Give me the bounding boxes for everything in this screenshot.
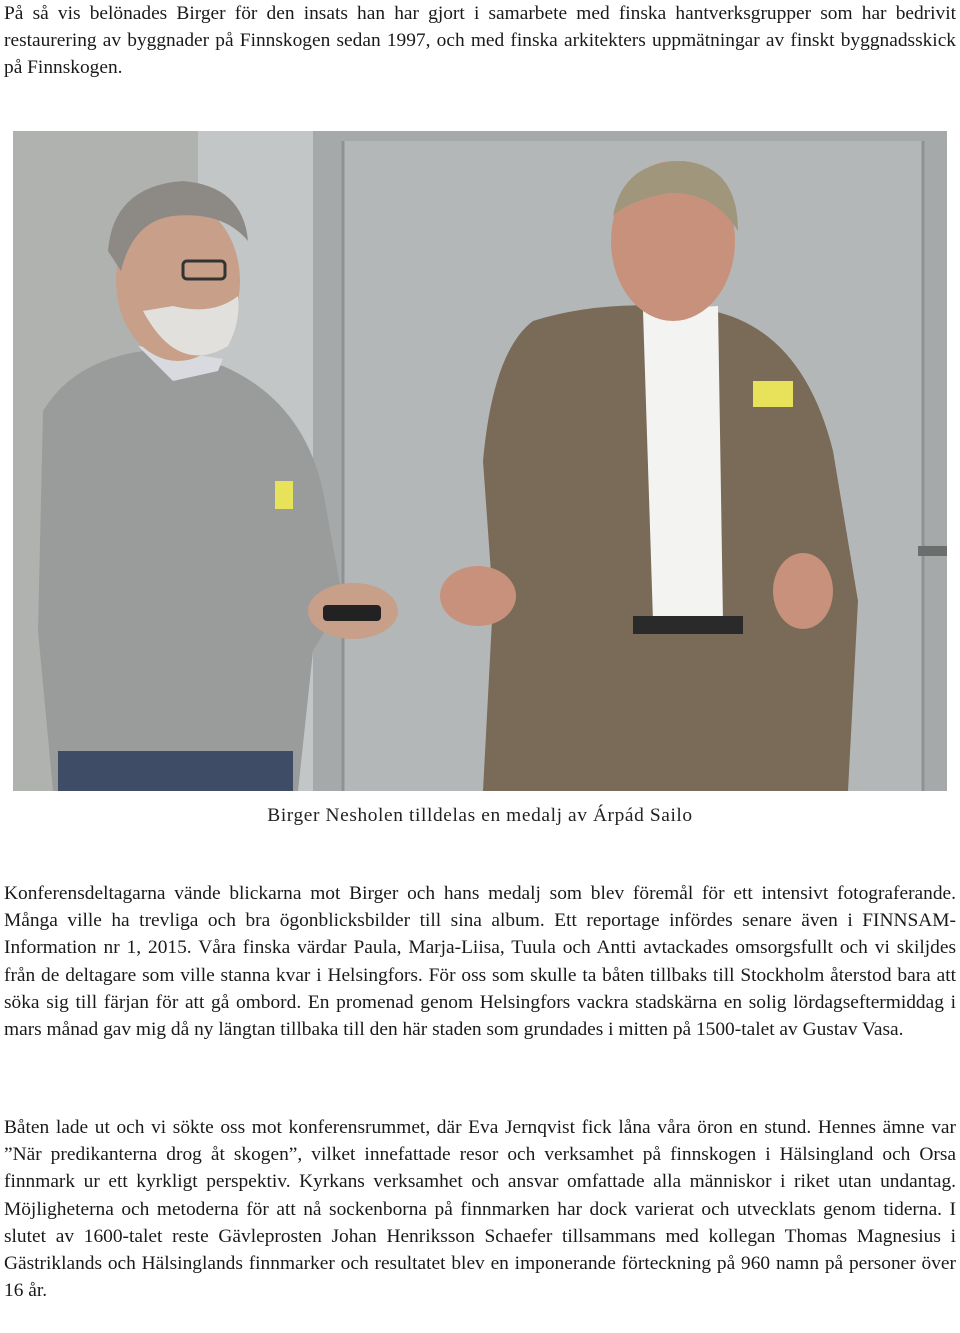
photo-left-man-badge — [275, 481, 293, 509]
intro-paragraph: På så vis belönades Birger för den insats han har gjort i samarbete med finska hantverksgrupper som har bedrivit restaurering av byggnader på Finnskogen sedan 1997, och med finska arkitekters uppmätningar av finskt byggnadsskick på Finnskogen. — [4, 3, 956, 79]
photo-medal-case — [323, 605, 381, 621]
photo-medal-ceremony — [13, 131, 947, 791]
body-paragraph-1: Konferensdeltagarna vände blickarna mot Birger och hans medalj som blev föremål för ett intensivt fotograferande. Många ville ha trevliga och bra ögonblicksbilder till sina album. Ett reportage infördes senare även i FINNSAM-Information nr 1, 2015. Våra finska värdar Paula, Marja-Liisa, Tuula och Antti avtackades omsorgsfullt och vi skiljdes från de deltagare som ville stanna kvar i Helsingfors. För oss som skulle ta båten tillbaks till Stockholm återstod bara att söka sig till färjan för att gå ombord. En promenad genom Helsingfors vackra stadskärna en solig lördagseftermiddag i mars månad gav mig då ny längtan tillbaka till den här staden som grundades i mitten på 1500-talet av Gustav Vasa. — [4, 883, 956, 1041]
photo-door-handle — [918, 546, 947, 556]
body-paragraph-2: Båten lade ut och vi sökte oss mot konferensrummet, där Eva Jernqvist fick låna våra öron en stund. Hennes ämne var ”När predikanterna drog åt skogen”, vilket innefattade resor och verksamhet på finnskogen i Hälsingland och Orsa finnmark ur ett kyrkligt perspektiv. Kyrkans verksamhet och ansvar omfattade alla människor i riket utan undantag. Möjligheterna och metoderna för att nå sockenborna på finnmarken har dock varierat och utvecklats genom tiderna. I slutet av 1600-talet reste Gävleprosten Johan Henriksson Schaefer tillsammans med kollegan Thomas Magnesius i Gästriklands och Hälsinglands finnmarker och resultatet blev en imponerande förteckning på 960 namn på personer över 16 år. — [4, 1117, 956, 1302]
photo-caption: Birger Nesholen tilldelas en medalj av Árpád Sailo — [267, 805, 693, 826]
photo-right-man-badge — [753, 381, 793, 407]
